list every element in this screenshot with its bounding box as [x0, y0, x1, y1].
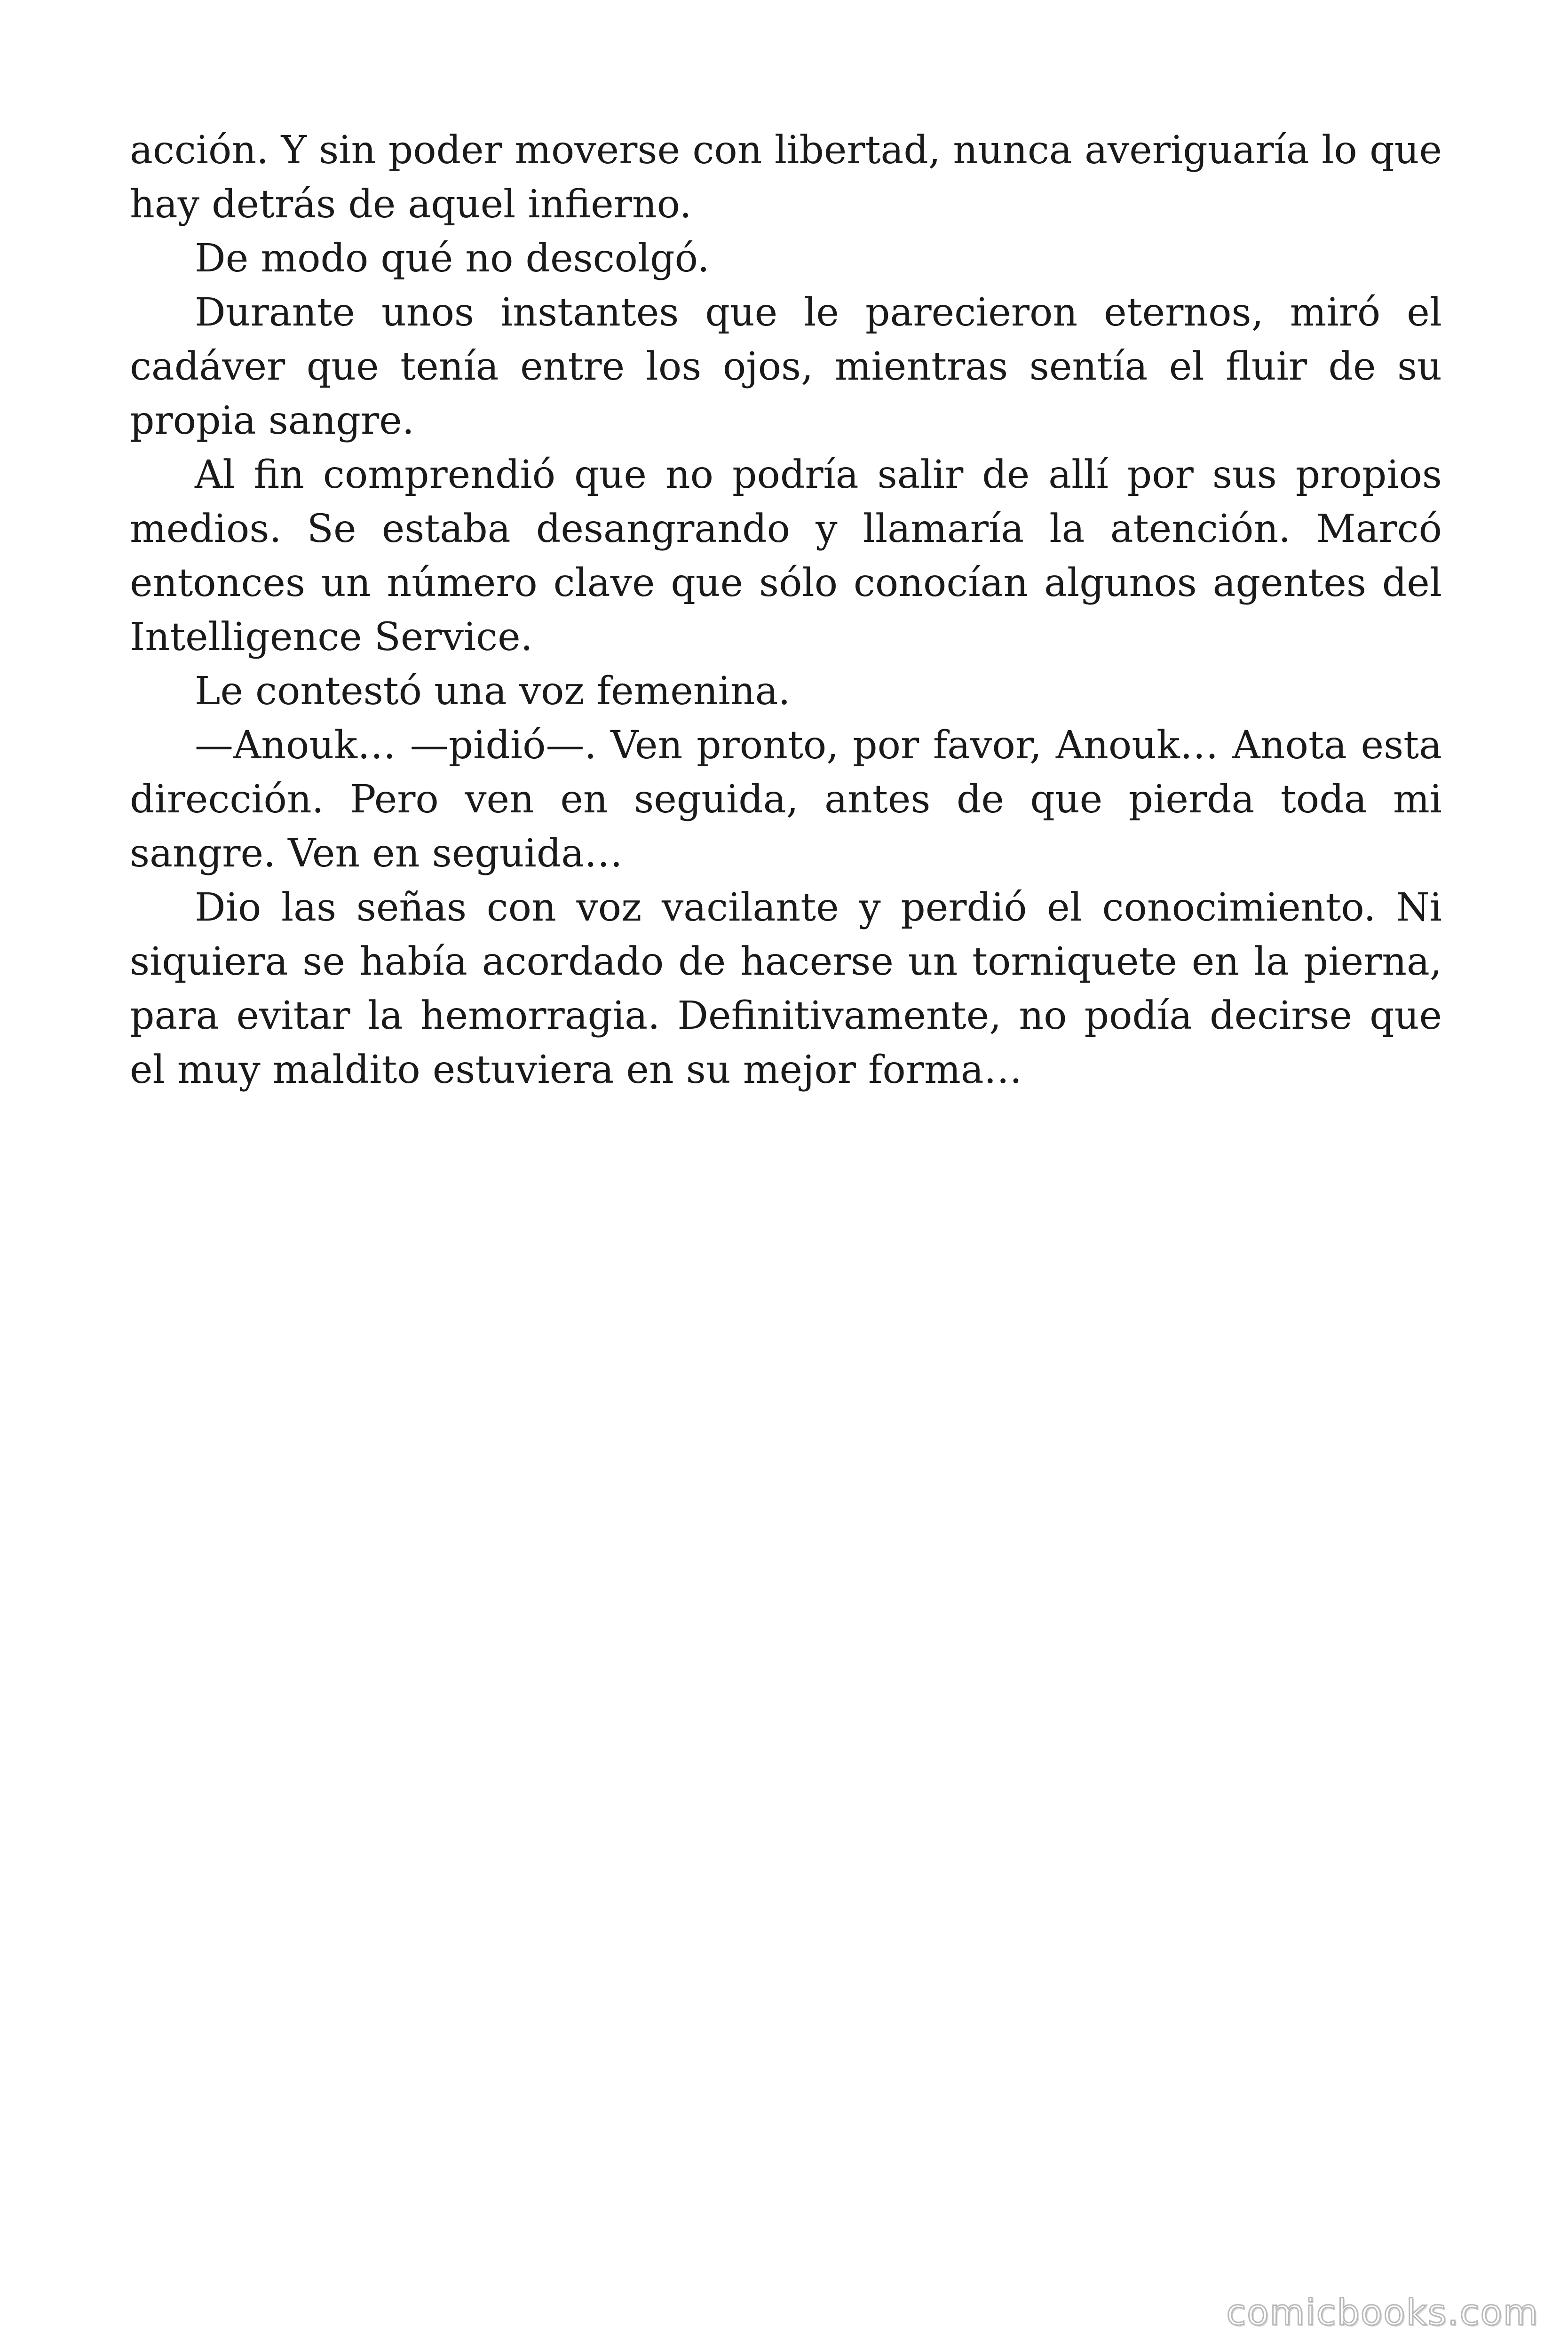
paragraph: Le contestó una voz femenina.	[195, 669, 791, 714]
paragraph: Durante unos instantes que le parecieron eternos, miró el cadáver que tenía entre los ojos, mientras sentía el fluir de su propia sangre.	[130, 290, 1442, 443]
paragraph: —Anouk… —pidió—. Ven pronto, por favor, Anouk… Anota esta dirección. Pero ven en seguida, antes de que pierda toda mi sangre. Ven en seguida…	[130, 723, 1442, 876]
body-text	[130, 123, 1442, 1097]
paragraph: Dio las señas con voz vacilante y perdió el conocimiento. Ni siquiera se había acordado de hacerse un torniquete en la pierna, para evitar la hemorragia. Definitivamente, no podía decirse que el muy maldito estuviera en su mejor forma…	[130, 885, 1442, 1092]
paragraph: acción. Y sin poder moverse con libertad, nunca averiguaría lo que hay detrás de aquel infierno.	[130, 128, 1442, 227]
paragraph: Al fin comprendió que no podría salir de allí por sus propios medios. Se estaba desangrando y llamaría la atención. Marcó entonces un número clave que sólo conocían algunos agentes del Intelligence Service.	[130, 453, 1442, 660]
watermark: comicbooks.com	[1226, 2291, 1539, 2333]
paragraph: De modo qué no descolgó.	[195, 236, 710, 281]
